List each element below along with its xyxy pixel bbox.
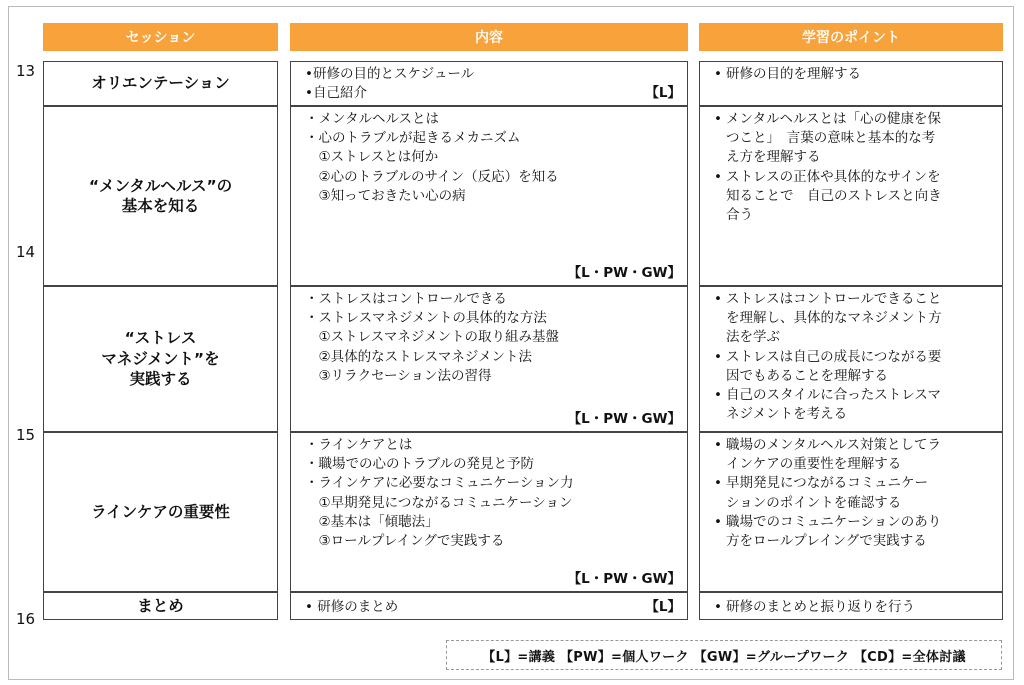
point-item bbox=[714, 474, 1002, 512]
point-line: 自己のスタイルに合ったストレスマ bbox=[726, 387, 942, 404]
content-line: ・メンタルヘルスとは bbox=[305, 111, 440, 127]
point-item bbox=[714, 168, 1002, 226]
point-line: ションのポイントを確認する bbox=[726, 494, 902, 511]
content-cell bbox=[290, 432, 688, 592]
point-line: ストレスの正体や具体的なサインを bbox=[726, 168, 941, 185]
format-tag: 【L】 bbox=[645, 84, 681, 101]
content-line: ③リラクセーション法の習得 bbox=[305, 367, 492, 384]
format-tag: 【L・PW・GW】 bbox=[567, 410, 681, 427]
content-line: ・ラインケアに必要なコミュニケーション力 bbox=[305, 475, 574, 492]
content-line: ②具体的なストレスマネジメント法 bbox=[305, 348, 533, 365]
content-cell bbox=[290, 61, 688, 106]
session-cell bbox=[43, 592, 278, 620]
session-cell bbox=[43, 61, 278, 106]
point-line: を理解し、具体的なマネジメント方 bbox=[726, 310, 942, 327]
header-session: セッション bbox=[43, 23, 278, 51]
time-label-14: 14 bbox=[16, 243, 36, 261]
content-line: ・ラインケアとは bbox=[305, 437, 413, 453]
point-line: 研修の目的を理解する bbox=[726, 66, 861, 82]
point-item bbox=[714, 110, 1002, 168]
point-item bbox=[714, 436, 1002, 474]
content-line: ・職場での心のトラブルの発見と予防 bbox=[305, 456, 534, 473]
points-cell bbox=[699, 286, 1003, 432]
session-name bbox=[137, 596, 184, 616]
content-line: • 研修のまとめ bbox=[305, 599, 399, 615]
point-line: 法を学ぶ bbox=[726, 329, 780, 346]
point-line: 方をロールプレイングで実践する bbox=[726, 533, 927, 550]
session-name bbox=[101, 328, 219, 389]
session-name-line: 基本を知る bbox=[121, 197, 200, 215]
content-line: ①早期発見につながるコミュニケーション bbox=[305, 494, 573, 511]
format-tag: 【L・PW・GW】 bbox=[567, 264, 681, 281]
session-cell bbox=[43, 432, 278, 592]
session-name-line: “ストレス bbox=[124, 329, 197, 348]
point-line: 職場のメンタルヘルス対策としてラ bbox=[726, 437, 942, 453]
content-line: ・ストレスマネジメントの具体的な方法 bbox=[305, 310, 547, 327]
point-line: ストレスはコントロールできること bbox=[726, 291, 942, 307]
content-line: ③知っておきたい心の病 bbox=[305, 187, 466, 204]
session-name bbox=[91, 502, 230, 522]
content-line: ・ストレスはコントロールできる bbox=[305, 291, 507, 307]
bullet-icon: • bbox=[714, 475, 722, 492]
points-cell bbox=[699, 432, 1003, 592]
points-cell bbox=[699, 106, 1003, 286]
point-item bbox=[714, 290, 1002, 348]
point-line: メンタルヘルスとは「心の健康を保 bbox=[726, 111, 942, 127]
session-cell bbox=[43, 106, 278, 286]
session-cell bbox=[43, 286, 278, 432]
content-line: ②基本は「傾聴法」 bbox=[305, 513, 439, 530]
bullet-icon: • bbox=[714, 599, 722, 615]
bullet-icon: • bbox=[714, 168, 722, 185]
time-label-16: 16 bbox=[16, 610, 36, 628]
session-name bbox=[89, 176, 232, 217]
point-item bbox=[714, 65, 1002, 84]
point-line: 早期発見につながるコミュニケー bbox=[726, 475, 928, 492]
bullet-icon: • bbox=[714, 387, 722, 404]
format-tag: 【L・PW・GW】 bbox=[567, 570, 681, 587]
content-line: ①ストレスマネジメントの取り組み基盤 bbox=[305, 329, 560, 346]
point-item bbox=[714, 348, 1002, 386]
points-cell bbox=[699, 61, 1003, 106]
bullet-icon: • bbox=[714, 437, 722, 453]
bullet-icon: • bbox=[714, 513, 722, 530]
session-name-line: 実践する bbox=[129, 370, 192, 389]
point-item bbox=[714, 598, 1002, 617]
content-cell bbox=[290, 592, 688, 620]
content-line: ①ストレスとは何か bbox=[305, 149, 439, 166]
content-line: •研修の目的とスケジュール bbox=[305, 66, 475, 82]
point-item bbox=[714, 513, 1002, 551]
session-name-line: まとめ bbox=[137, 596, 184, 615]
point-line: 職場でのコミュニケーションのあり bbox=[726, 513, 942, 530]
header-content: 内容 bbox=[290, 23, 688, 51]
bullet-icon: • bbox=[714, 66, 722, 82]
content-cell bbox=[290, 286, 688, 432]
point-line: インケアの重要性を理解する bbox=[726, 456, 902, 473]
bullet-icon: • bbox=[714, 291, 722, 307]
session-name bbox=[91, 73, 230, 93]
time-label-13: 13 bbox=[16, 62, 36, 80]
bullet-icon: • bbox=[714, 348, 722, 365]
point-line: 合う bbox=[726, 207, 753, 224]
content-line: ③ロールプレイングで実践する bbox=[305, 533, 505, 550]
header-points: 学習のポイント bbox=[699, 23, 1003, 51]
content-line: ・心のトラブルが起きるメカニズム bbox=[305, 130, 521, 147]
point-line: 因でもあることを理解する bbox=[726, 367, 888, 384]
point-item bbox=[714, 386, 1002, 424]
time-label-15: 15 bbox=[16, 426, 36, 444]
point-line: つこと」 言葉の意味と基本的な考 bbox=[726, 130, 936, 147]
bullet-icon: • bbox=[714, 111, 722, 127]
content-line: •自己紹介 bbox=[305, 85, 367, 102]
session-name-line: “メンタルヘルス”の bbox=[88, 176, 233, 195]
legend: 【L】=講義 【PW】=個人ワーク 【GW】=グループワーク 【CD】=全体討議 bbox=[446, 640, 1002, 670]
content-line: ②心のトラブルのサイン（反応）を知る bbox=[305, 168, 559, 185]
points-cell bbox=[699, 592, 1003, 620]
point-line: え方を理解する bbox=[726, 149, 821, 166]
session-name-line: ラインケアの重要性 bbox=[91, 502, 230, 521]
point-line: ストレスは自己の成長につながる要 bbox=[726, 348, 942, 365]
point-line: ネジメントを考える bbox=[726, 406, 848, 423]
session-name-line: マネジメント”を bbox=[101, 349, 220, 368]
format-tag: 【L】 bbox=[645, 598, 681, 615]
point-line: 知ることで 自己のストレスと向き bbox=[726, 187, 942, 204]
session-name-line: オリエンテーション bbox=[91, 74, 230, 93]
content-cell bbox=[290, 106, 688, 286]
point-line: 研修のまとめと振り返りを行う bbox=[726, 599, 915, 615]
